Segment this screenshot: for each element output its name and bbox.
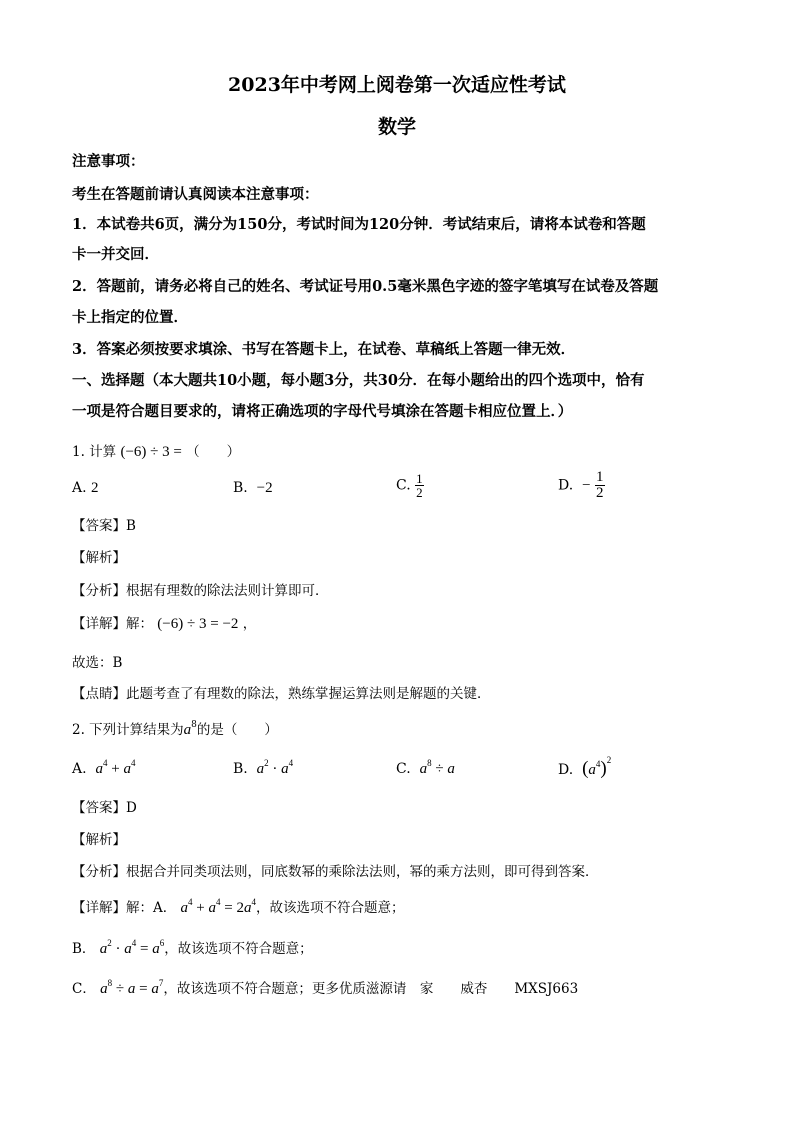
q2-detail-a [72,896,404,917]
q1-option-a-value: 2 [91,480,99,496]
section1-line2: 一项是符合题目要求的，请将正确选项的字母代号填涂在答题卡相应位置上．） [72,403,573,420]
q1-option-d-sign: − [582,477,591,494]
q2-option-c-expr: $a^8 \div a$ [419,758,455,777]
notes-item2-line1: 2．答题前，请务必将自己的姓名、考试证号用0.5毫米黑色字迹的签字笔填写在试卷及答题 [72,278,659,295]
q2-option-a-label: A. [72,761,87,777]
q1-detail-suffix: ， [242,616,257,632]
q1-option-c-label: C. [396,477,411,494]
q1-option-c [396,472,424,499]
q1-detail-prefix: 【详解】解： [72,616,153,632]
q2-detail-a-prefix: 【详解】解：A． [72,900,177,916]
q2-detail-b [72,937,313,958]
q1-option-b-label: B. [233,480,248,496]
q2-stem [72,718,278,739]
q2-option-d-label: D. [558,762,574,778]
q1-answer: 【答案】B [72,518,136,534]
q2-fenxi: 【分析】根据合并同类项法则，同底数幂的乘除法法则，幂的乘方法则，即可得到答案． [72,864,599,880]
q2-detail-c [72,977,578,998]
q1-option-d-fraction [595,470,605,501]
notes-intro: 考生在答题前请认真阅读本注意事项： [72,186,319,203]
q2-option-d-expr: $(a^4)^2$ [582,755,612,779]
q2-option-c-label: C. [396,761,411,777]
q2-detail-b-prefix: B． [72,941,96,957]
q1-choose: 故选：B [72,655,123,671]
q2-analysis: 【解析】 [72,832,126,848]
q1-option-a [72,480,99,497]
q1-option-d [558,470,605,501]
notes-item1-line2: 卡一并交回． [72,246,159,263]
q2-option-b-expr: $a^2 \cdot a^4$ [256,758,294,777]
q2-detail-b-expr: $a^2 \cdot a^4 = a^6$ [99,938,165,957]
q2-prefix: 2. 下列计算结果为 [72,722,184,738]
q1-dianjing: 【点睛】此题考查了有理数的除法，熟练掌握运算法则是解题的关键． [72,686,491,702]
notes-item1-line1: 1．本试卷共6页，满分为150分，考试时间为120分钟．考试结束后，请将本试卷和答题 [72,216,646,233]
q1-option-d-numerator: 1 [596,469,604,485]
q1-expression: (−6) ÷ 3 = [120,444,182,460]
q2-detail-c-expr: $a^8 \div a = a^7$ [100,978,164,997]
q1-analysis: 【解析】 [72,550,126,566]
q1-option-a-label: A. [72,480,87,496]
q2-detail-c-suffix: ，故该选项不符合题意；更多优质滋源请 家 威杏 MXSJ663 [163,981,579,997]
q2-option-d [558,755,612,780]
q1-detail [72,612,256,633]
q1-option-c-denominator: 2 [416,485,423,500]
notes-item3: 3．答案必须按要求填涂、书写在答题卡上，在试卷、草稿纸上答题一律无效． [72,341,576,358]
q2-option-a [72,758,136,778]
q2-answer: 【答案】D [72,800,137,816]
q1-option-c-numerator: 1 [416,471,423,486]
notes-item2-line2: 卡上指定的位置． [72,309,188,326]
q2-base: a [183,722,192,738]
section1-line1: 一、选择题（本大题共10小题，每小题3分，共30分．在每小题给出的四个选项中，恰有 [72,372,645,389]
q1-prefix: 1. 计算 [72,444,117,460]
q2-detail-a-expr: $a^4 + a^4 = 2a^4$ [180,897,256,916]
q1-fenxi: 【分析】根据有理数的除法法则计算即可． [72,583,329,599]
q1-option-c-fraction [415,472,424,499]
q2-exponent: 8 [191,720,197,730]
q1-blank: （ ） [186,444,241,460]
q2-option-b-label: B. [233,761,248,777]
subject-title: 数学 [377,116,416,138]
q2-detail-c-prefix: C． [72,981,96,997]
q2-option-c [396,758,455,778]
q2-option-b [233,758,294,778]
q1-stem [72,440,240,461]
q2-suffix: 的是（ ） [196,722,278,738]
q2-detail-a-suffix: ，故该选项不符合题意； [255,900,405,916]
q1-option-d-denominator: 2 [596,485,604,501]
q2-detail-b-suffix: ，故该选项不符合题意； [164,941,313,957]
q1-option-b [233,480,273,497]
exam-title: 2023年中考网上阅卷第一次适应性考试 [228,74,566,96]
q1-detail-expression: (−6) ÷ 3 = −2 [157,616,239,632]
notes-heading: 注意事项： [72,153,145,170]
q1-option-d-label: D. [558,477,574,494]
q2-option-a-expr: $a^4 + a^4$ [95,758,136,777]
q1-option-b-value: −2 [256,480,273,496]
